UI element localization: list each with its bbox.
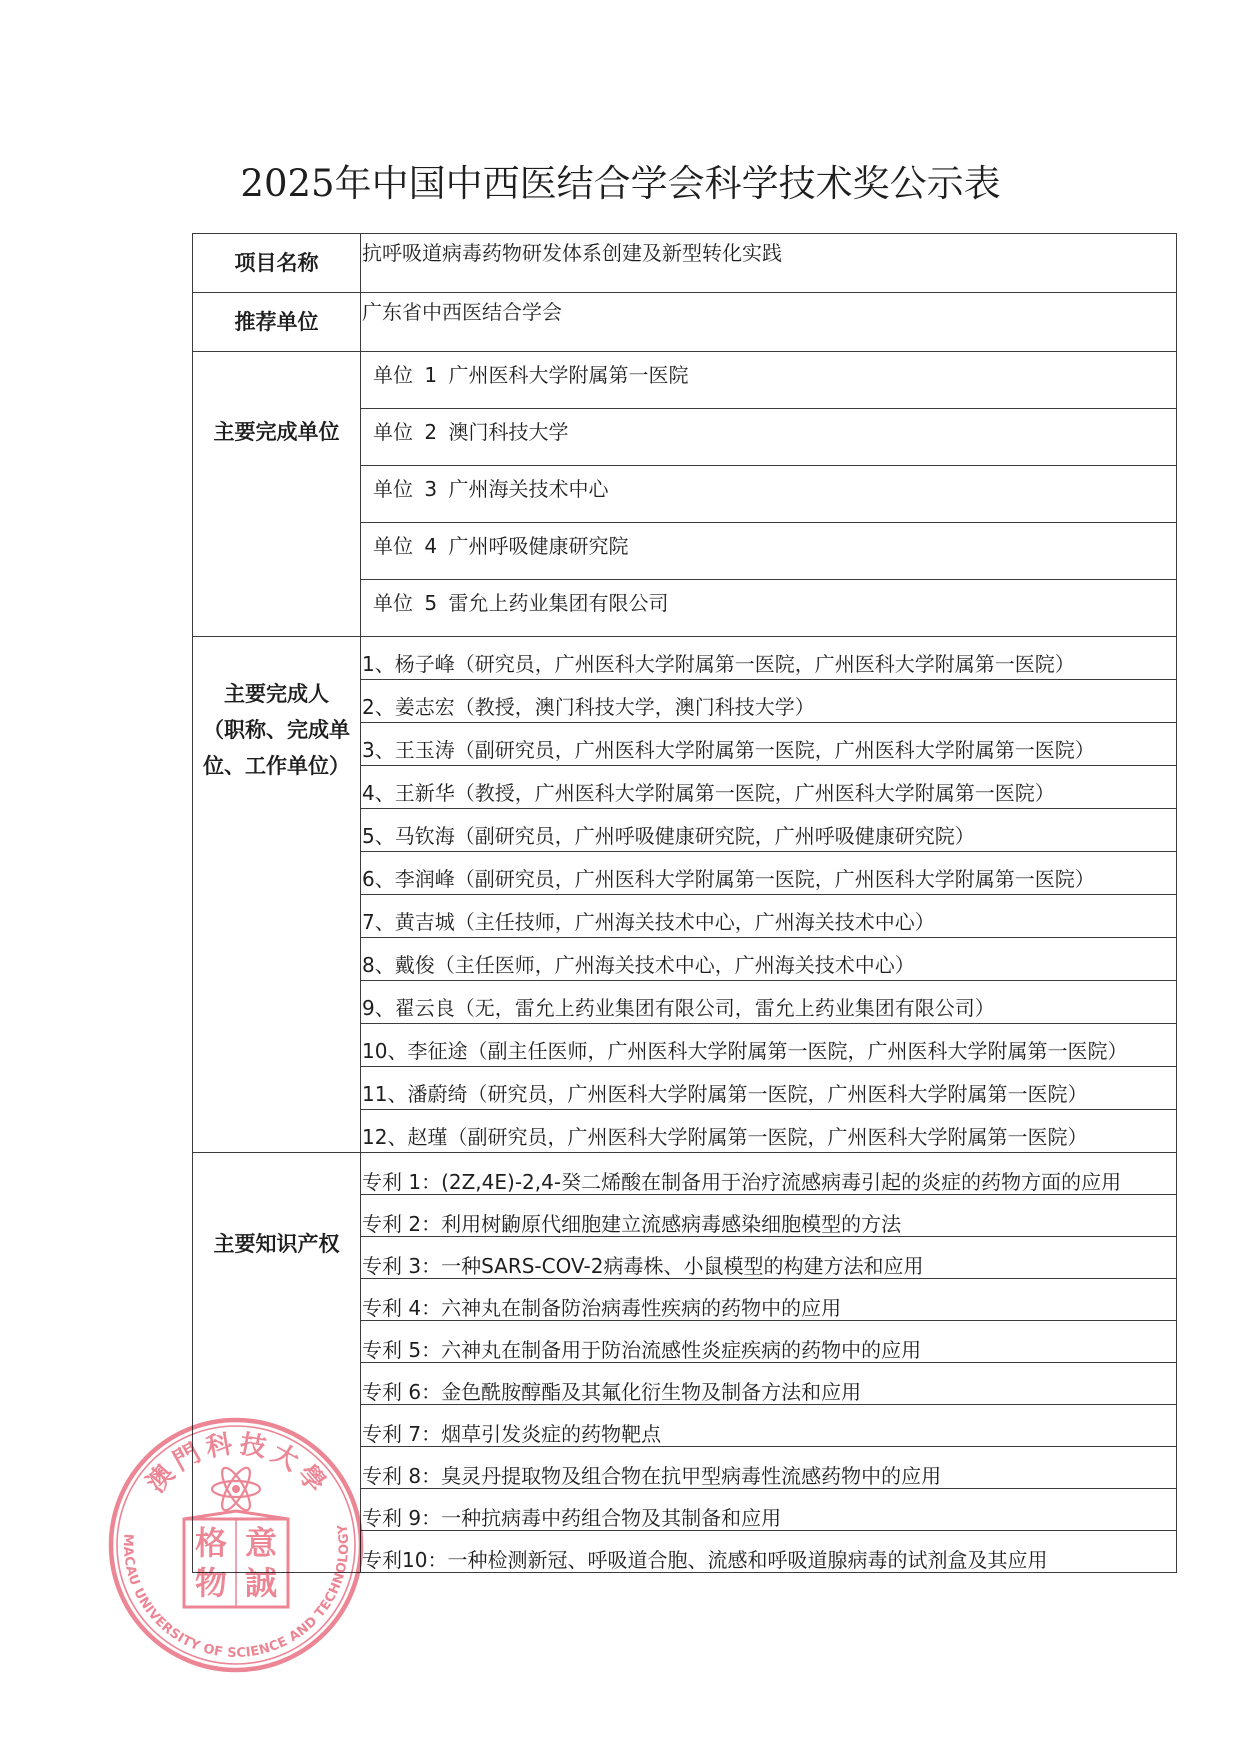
unit-item: 单位 1 广州医科大学附属第一医院	[361, 352, 1177, 409]
seal-motto-char: 物	[194, 1564, 228, 1602]
atom-icon	[212, 1464, 260, 1514]
person-item: 7、黄吉城（主任技师，广州海关技术中心，广州海关技术中心）	[361, 895, 1177, 938]
persons-label-line: 位、工作单位）	[203, 754, 350, 778]
project-label: 项目名称	[193, 234, 361, 293]
patent-row	[193, 1153, 1177, 1195]
page-title: 2025年中国中西医结合学会科学技术奖公示表	[240, 162, 1001, 205]
seal-motto-char: 誠	[244, 1564, 278, 1602]
persons-label-line: 主要完成人	[224, 682, 329, 706]
person-row	[193, 637, 1177, 680]
person-item: 2、姜志宏（教授，澳门科技大学，澳门科技大学）	[361, 680, 1177, 723]
patent-item: 专利 2：利用树鼩原代细胞建立流感病毒感染细胞模型的方法	[361, 1195, 1177, 1237]
patent-item: 专利 6：金色酰胺醇酯及其氟化衍生物及制备方法和应用	[361, 1363, 1177, 1405]
persons-label-line: （职称、完成单	[203, 718, 350, 742]
ip-label: 主要知识产权	[193, 1153, 361, 1573]
person-item: 11、潘蔚绮（研究员，广州医科大学附属第一医院，广州医科大学附属第一医院）	[361, 1067, 1177, 1110]
unit-item: 单位 3 广州海关技术中心	[361, 466, 1177, 523]
person-item: 1、杨子峰（研究员，广州医科大学附属第一医院，广州医科大学附属第一医院）	[361, 637, 1177, 680]
person-item: 10、李征途（副主任医师，广州医科大学附属第一医院，广州医科大学附属第一医院）	[361, 1024, 1177, 1067]
patent-item: 专利10：一种检测新冠、呼吸道合胞、流感和呼吸道腺病毒的试剂盒及其应用	[361, 1531, 1177, 1573]
person-item: 8、戴俊（主任医师，广州海关技术中心，广州海关技术中心）	[361, 938, 1177, 981]
unit-item: 单位 2 澳门科技大学	[361, 409, 1177, 466]
seal-top-text-path: 澳門科技大學	[141, 1429, 331, 1499]
patent-item: 专利 1：(2Z,4E)-2,4-癸二烯酸在制备用于治疗流感病毒引起的炎症的药物方面的应用	[361, 1153, 1177, 1195]
project-row	[193, 234, 1177, 293]
seal-motto-char: 意	[244, 1524, 278, 1562]
person-item: 12、赵瑾（副研究员，广州医科大学附属第一医院，广州医科大学附属第一医院）	[361, 1110, 1177, 1153]
unit-row	[193, 352, 1177, 409]
person-item: 6、李润峰（副研究员，广州医科大学附属第一医院，广州医科大学附属第一医院）	[361, 852, 1177, 895]
unit-item: 单位 4 广州呼吸健康研究院	[361, 523, 1177, 580]
unit-item: 单位 5 雷允上药业集团有限公司	[361, 580, 1177, 637]
patent-item: 专利 7：烟草引发炎症的药物靶点	[361, 1405, 1177, 1447]
person-item: 5、马钦海（副研究员，广州呼吸健康研究院，广州呼吸健康研究院）	[361, 809, 1177, 852]
person-item: 4、王新华（教授，广州医科大学附属第一医院，广州医科大学附属第一医院）	[361, 766, 1177, 809]
units-label: 主要完成单位	[193, 352, 361, 637]
seal-motto-char: 格	[194, 1524, 228, 1562]
patent-item: 专利 3：一种SARS-COV-2病毒株、小鼠模型的构建方法和应用	[361, 1237, 1177, 1279]
university-seal	[106, 1415, 366, 1675]
person-item: 9、翟云良（无，雷允上药业集团有限公司，雷允上药业集团有限公司）	[361, 981, 1177, 1024]
patent-item: 专利 9：一种抗病毒中药组合物及其制备和应用	[361, 1489, 1177, 1531]
patent-item: 专利 8：臭灵丹提取物及组合物在抗甲型病毒性流感药物中的应用	[361, 1447, 1177, 1489]
seal-bottom-text-path: MACAU UNIVERSITY OF SCIENCE AND TECHNOLOGY	[119, 1523, 353, 1662]
patent-item: 专利 5：六神丸在制备用于防治流感性炎症疾病的药物中的应用	[361, 1321, 1177, 1363]
recommender-row	[193, 293, 1177, 352]
persons-label	[193, 637, 361, 1153]
project-value: 抗呼吸道病毒药物研发体系创建及新型转化实践	[361, 234, 1177, 293]
person-item: 3、王玉涛（副研究员，广州医科大学附属第一医院，广州医科大学附属第一医院）	[361, 723, 1177, 766]
patent-item: 专利 4：六神丸在制备防治病毒性疾病的药物中的应用	[361, 1279, 1177, 1321]
award-table	[192, 233, 1177, 1573]
recommender-value: 广东省中西医结合学会	[361, 293, 1177, 352]
recommender-label: 推荐单位	[193, 293, 361, 352]
